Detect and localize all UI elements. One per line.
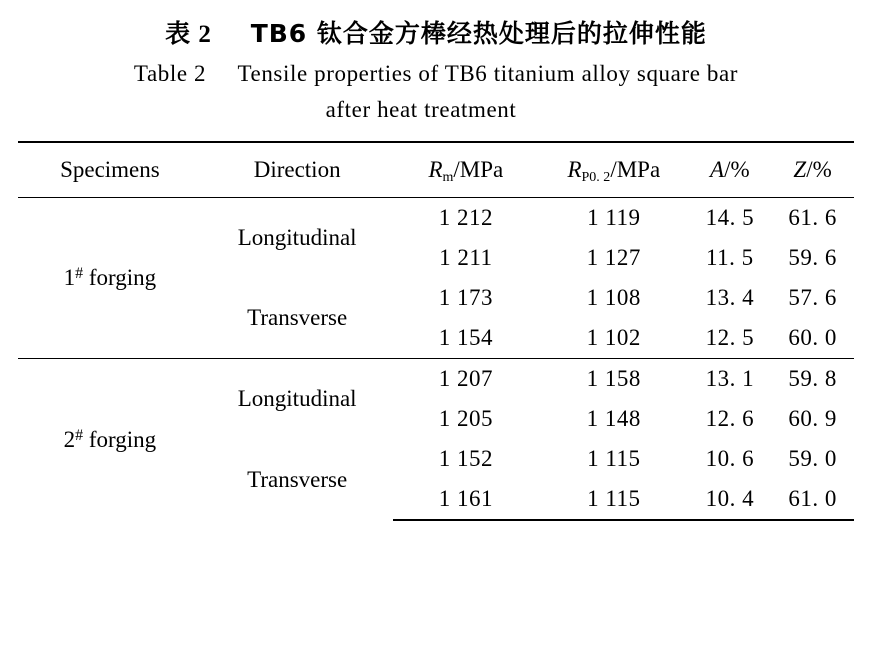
cell-a: 13. 1 (688, 359, 771, 400)
cell-rp: 1 158 (539, 359, 688, 400)
header-direction: Direction (202, 142, 393, 198)
cell-a: 10. 4 (688, 479, 771, 520)
direction-cell: Transverse (247, 466, 348, 492)
header-elongation: A/% (688, 142, 771, 198)
header-row (18, 142, 854, 198)
specimen-cell: 2# forging (18, 359, 202, 521)
table-body (18, 198, 854, 521)
table-title-chinese (0, 14, 872, 50)
table-title-english-label: Table 2 (133, 61, 207, 86)
cell-z: 60. 0 (788, 325, 837, 351)
header-reduction: Z/% (771, 142, 854, 198)
direction-cell: Longitudinal (202, 359, 393, 440)
table-title-english (52, 56, 820, 127)
cell-rp: 1 108 (586, 285, 641, 311)
table-title-chinese-text: TB6 钛合金方棒经热处理后的拉伸性能 (250, 19, 707, 48)
cell-z: 61. 6 (771, 198, 854, 239)
cell-rp: 1 148 (586, 406, 641, 432)
cell-rp: 1 119 (539, 198, 688, 239)
cell-rp: 1 115 (587, 446, 641, 472)
cell-z: 59. 6 (788, 245, 837, 271)
table-row (18, 198, 854, 239)
tensile-properties-table (18, 141, 854, 521)
table-row (18, 359, 854, 400)
cell-rm: 1 161 (393, 479, 540, 520)
direction-cell: Transverse (247, 305, 348, 331)
cell-rm: 1 207 (393, 359, 540, 400)
cell-rp: 1 115 (539, 479, 688, 520)
header-rm: $R_m$/MPa (393, 142, 540, 198)
cell-a: 14. 5 (688, 198, 771, 239)
cell-rp: 1 127 (586, 245, 641, 271)
header-rp02: $R_{P0. 2}$/MPa (539, 142, 688, 198)
table-title-english-line2: after heat treatment (325, 96, 517, 122)
cell-rm: 1 211 (439, 245, 493, 271)
header-specimens: Specimens (18, 142, 202, 198)
cell-z: 57. 6 (788, 285, 837, 311)
cell-rm: 1 152 (438, 446, 493, 472)
cell-rm: 1 205 (438, 406, 493, 432)
cell-z: 59. 8 (771, 359, 854, 400)
document-page (0, 14, 872, 667)
cell-rm: 1 173 (438, 285, 493, 311)
direction-cell: Longitudinal (202, 198, 393, 279)
cell-z: 60. 9 (788, 406, 837, 432)
cell-a: 13. 4 (705, 285, 755, 311)
cell-rm: 1 212 (393, 198, 540, 239)
specimen-cell: 1# forging (18, 198, 202, 359)
cell-z: 59. 0 (788, 446, 837, 472)
cell-a: 11. 5 (705, 245, 754, 271)
cell-a: 10. 6 (705, 446, 755, 472)
cell-rp: 1 102 (586, 325, 641, 351)
cell-a: 12. 6 (705, 406, 755, 432)
table-header (18, 142, 854, 198)
table-title-english-line1: Tensile properties of TB6 titanium alloy square bar (237, 61, 739, 86)
cell-rm: 1 154 (438, 325, 493, 351)
cell-a: 12. 5 (705, 325, 755, 351)
table-title-chinese-label: 表 2 (165, 21, 212, 48)
cell-z: 61. 0 (771, 479, 854, 520)
